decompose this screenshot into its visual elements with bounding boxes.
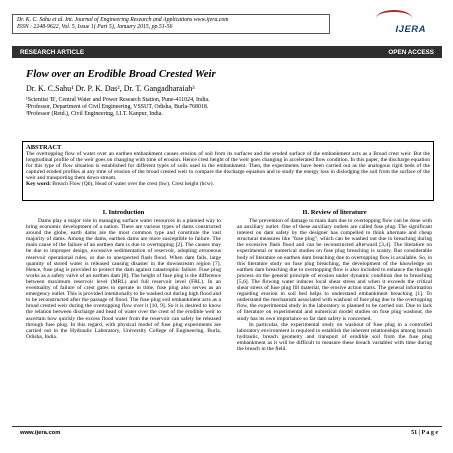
journal-header (12, 14, 330, 34)
keywords-text: Breach Flow (Qb), Head of water over the crest (hw), Crest height (hcw). (52, 181, 215, 188)
abstract-heading: ABSTRACT (26, 144, 62, 151)
research-article-label: RESEARCH ARTICLE (20, 48, 85, 56)
footer-page-number: 51 | P a g e (411, 430, 438, 436)
intro-paragraph: Dams play a major role in managing surface water resources in a planned way to bring economic development of a nation. There are various types of dams constructed around the globe, earth dams are the most common type and constitute the vast majority of dams. Among the dams, earthen dams are more susceptible to failure. The main cause of the failure of an earthen dam is due to overtopping [2]. The causes may be due to improper design, excessive sedimentation of reservoir, adopting erroneous reservoir operational rules, or due to unexpected flash flood. When dam fails, large quantity of stored water is released causing disaster in the downstream region [7]. Hence, fuse plug is provided to protect the dam against catastrophic failure. Fuse plug works as a safety valve of an earthen dam [8]. The height of fuse plug is the difference between maximum reservoir level (MRL) and full reservoir level (FRL). In an eventuality of failure of crest gates to operate in time, fuse plug also serves as an emergency outlet. This is provided intentionally to be washed out during high flood and to be reconstructed after the passage of flood. The fuse plug soil embankment acts as a broad crested weir during the overtopping flow over it [10, 9]. So it is desired to know the relation between discharge and head of water over the crest of the erodible weir to ascertain how quickly the excess flood water from the reservoir can safely be released through fuse plug. In this regard, with physical model of fuse plug experiments are carried out in the Hydraulic Laboratory, University College of Engineering, Burla, Odisha, India. (26, 218, 221, 340)
journal-issn: ISSN : 2248-9622, Vol. 5, Issue 1( Part 5), January 2015, pp.51-56 (17, 24, 173, 30)
review-paragraph-2: In particular, the experimental study on washout of fuse plug in a controlled laboratory environment is required to establish the inherent relationships among breach hydraulic, breach geometry and transport of erodible soil from the fuse plug embankment as it will be difficult to measure these breach variables with time during the breach in the field. (237, 321, 432, 352)
paper-authors: Dr. K. C.Sahu¹ Dr. P. K. Das², Dr. T. Gangadharaiah³ (26, 84, 195, 93)
logo-text: IJERA (395, 24, 426, 35)
footer-divider (12, 426, 442, 427)
section-heading-review: II. Review of literature (302, 209, 367, 216)
paper-title: Flow over an Erodible Broad Crested Weir (26, 68, 216, 80)
footer-site-link[interactable]: www.ijera.com (20, 430, 61, 436)
open-access-label: OPEN ACCESS (388, 48, 434, 56)
right-column (237, 209, 432, 352)
keywords-label: Key word: (26, 181, 51, 188)
affiliation-1: ¹Scientist 'B', Central Water and Power Research Station, Pune-411024, India. (26, 97, 210, 103)
left-column (26, 209, 221, 340)
review-paragraph-1: The prevention of damage to main dam due to overtopping flow can be done with an auxiliary outlet. One of these auxiliary outlets are called fuse plug. The significant interest on dam safety by the designer has compelled to think alternate and cheap structural measures like "fuse plug", which can be washed out due to breaching during the excessive flash flood and can be reconstructed afterward [3,4]. The literature on experimental or numerical studies on fuse plug breaching is scanty. But considerable body of literature on earthen dam breaching due to overtopping flow is available. So, in this literature study on fuse plug breaching, the development of the knowledge on earthen dam breaching due to overtopping flow is also included to enhance the thought process on the general principle of erosion under dynamic condition due to breaching [5,6]. The flowing water induces local shear stress and when it exceeds the critical shear stress of fuse plug fill material, the erosive action starts. The general information regarding erosion in soil bed helps to understand embankment breaching [1]. To understand the mechanism associated with washout of fuse plug due to the overtopping flow, the experimental study in the laboratory is planned to be carried out. Due to lack of literature on experimental and numerical model studies on fuse plug washout, the study has its own importance so far dam safety is concerned. (237, 218, 432, 322)
keywords-line (26, 181, 430, 187)
article-type-banner (12, 46, 442, 58)
abstract-box (22, 141, 434, 201)
affiliation-3: ³Professor (Retd.), Civil Engineering, I.I.T. Kanpur, India. (26, 111, 163, 117)
affiliation-2: ²Professor, Department of Civil Engineering, VSSUT, Odisha, Burla-768018. (26, 104, 209, 110)
ijera-logo (370, 8, 426, 38)
abstract-text: The overtopping flow of water over an earthen embankment causes erosion of soil from its surfaces and the eroded surface of the embankment acts as a Broad crest weir. But the longitudinal profile of the weir goes on changing with time of erosion. Hence crest height of the weir goes changing in accelerated flow condition. In this paper, the discharge equation for this type of flow situation is established for different types of soils used in the embankment. Then, the experiments have been carried out as the analogous rigid beds of the captured eroded profiles at any time of erosion of the broad crested weir to compare the discharge equation and to study the energy loss in dislodging the soil from the surface of the weir and transporting them down stream. (26, 151, 430, 182)
section-heading-introduction: I. Introduction (102, 209, 145, 216)
journal-citation: Dr. K. C. Sahu et al. Int. Journal of Engineering Research and Applications www.ijera.com (17, 17, 229, 23)
